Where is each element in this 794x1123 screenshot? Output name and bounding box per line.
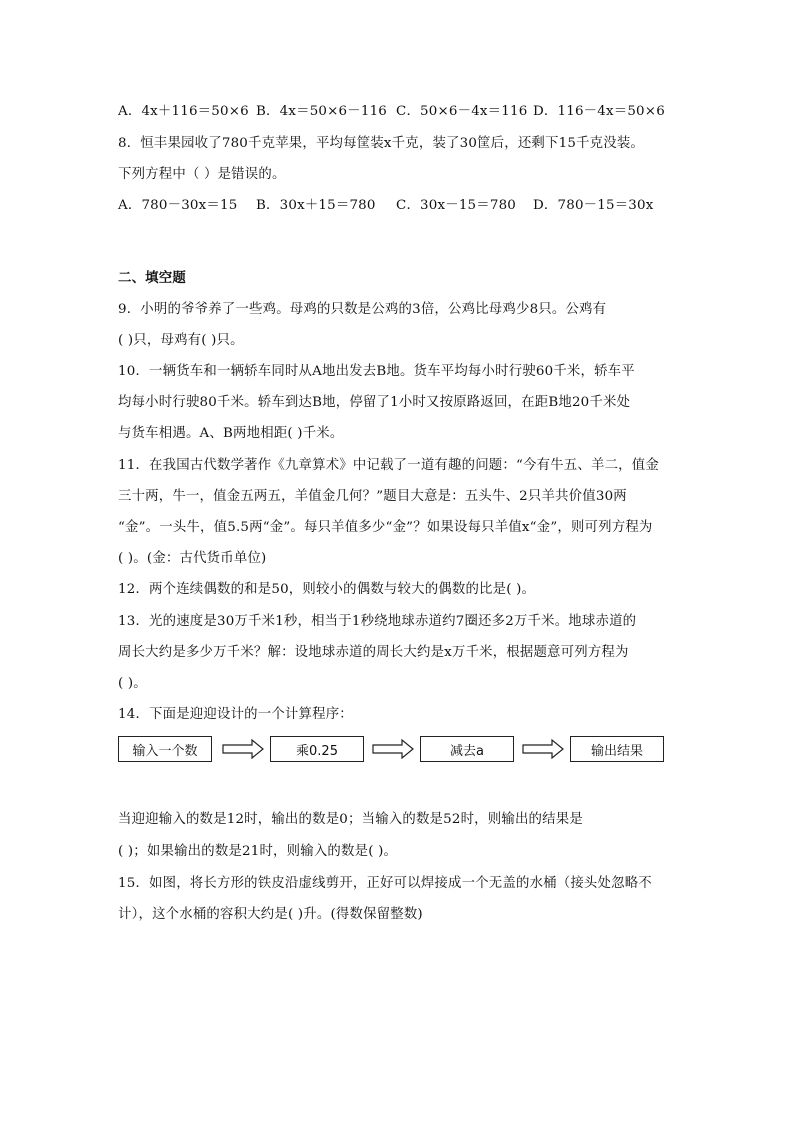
q8-line-2: 下列方程中（ ）是错误的。 [118,167,286,182]
q10-line-3: 与货车相遇。A、B两地相距( )千米。 [118,426,344,441]
q14-line-3: ( )；如果输出的数是21时，则输入的数是( )。 [118,844,398,859]
flow-step-multiply: 乘0.25 [270,736,364,762]
q10-line-2: 均每小时行驶80千米。轿车到达B地，停留了1小时又按原路返回，在距B地20千米处 [118,395,631,410]
q8-option-d: D．780－15＝30x [533,198,654,213]
flow-step-output: 输出结果 [570,736,664,762]
flow-step-input: 输入一个数 [118,736,212,762]
q7-option-c: C．50×6－4x＝116 [396,104,528,119]
q14-line-1: 14．下面是迎迎设计的一个计算程序： [118,707,353,722]
section-heading-fill-in: 二、填空题 [118,271,186,286]
q11-line-3: “金”。一头牛，值5.5两“金”。每只羊值多少“金”？如果设每只羊值x“金”，则可列方程为 [118,520,653,535]
q15-line-2: 计），这个水桶的容积大约是( )升。(得数保留整数) [118,907,423,922]
q11-line-2: 三十两，牛一，值金五两五，羊值金几何？”题目大意是：五头牛、2只羊共价值30两 [118,489,627,504]
q13-line-3: ( )。 [118,676,147,691]
flow-arrow-icon [522,739,564,759]
calculation-flowchart [118,736,678,766]
q7-options [118,102,678,122]
q8-option-c: C．30x－15＝780 [396,198,517,213]
q7-option-b: B．4x＝50×6－116 [256,104,388,119]
q7-option-a: A．4x＋116＝50×6 [118,104,249,119]
q8-line-1: 8．恒丰果园收了780千克苹果，平均每筐装x千克，装了30筐后，还剩下15千克没装。 [118,136,644,151]
flow-step-subtract: 减去a [420,736,514,762]
q7-option-d: D．116－4x＝50×6 [533,104,665,119]
q14-line-2: 当迎迎输入的数是12时，输出的数是0；当输入的数是52时，则输出的结果是 [118,812,583,827]
q9-line-2: ( )只，母鸡有( )只。 [118,333,244,348]
q8-options [118,196,678,216]
q8-option-b: B．30x＋15＝780 [256,198,376,213]
q12-line-1: 12．两个连续偶数的和是50，则较小的偶数与较大的偶数的比是( )。 [118,582,536,597]
q11-line-1: 11．在我国古代数学著作《九章算术》中记载了一道有趣的问题：“今有牛五、羊二，值金 [118,458,659,473]
flow-arrow-icon [222,739,264,759]
q13-line-2: 周长大约是多少万千米？解：设地球赤道的周长大约是x万千米，根据题意可列方程为 [118,645,629,660]
q11-line-4: ( )。(金：古代货币单位) [118,551,267,566]
q13-line-1: 13．光的速度是30万千米1秒，相当于1秒绕地球赤道约7圈还多2万千米。地球赤道的 [118,614,637,629]
flow-arrow-icon [372,739,414,759]
q15-line-1: 15．如图，将长方形的铁皮沿虚线剪开，正好可以焊接成一个无盖的水桶（接头处忽略不 [118,876,652,891]
q9-line-1: 9．小明的爷爷养了一些鸡。母鸡的只数是公鸡的3倍，公鸡比母鸡少8只。公鸡有 [118,302,607,317]
q10-line-1: 10．一辆货车和一辆轿车同时从A地出发去B地。货车平均每小时行驶60千米，轿车平 [118,364,635,379]
q8-option-a: A．780－30x＝15 [118,198,238,213]
